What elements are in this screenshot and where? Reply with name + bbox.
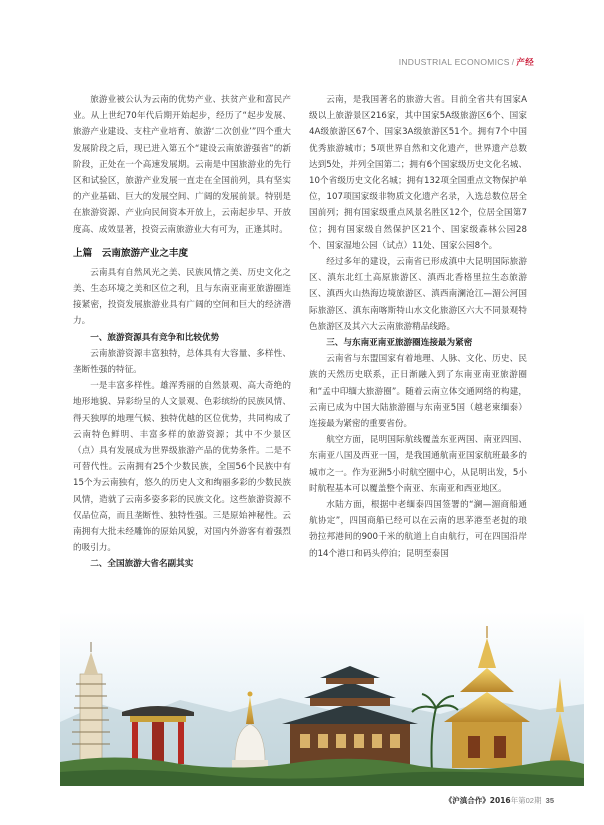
left-column [73,92,291,573]
subheading-2: 二、全国旅游大省名副其实 [90,559,194,570]
section-title-en: INDUSTRIAL ECONOMICS [398,57,510,67]
paragraph: 云南具有自然风光之美、民族风情之美、历史文化之美、生态环境之美和区位之利，且与东南亚南亚旅游圈连接紧密，投资发展旅游业具有广阔的空间和巨大的经济潜力。 [73,267,291,327]
issue-number: 02 [525,796,534,805]
paragraph: 云南，是我国著名的旅游大省。目前全省共有国家A级以上旅游景区216家，其中国家5A级旅游区6个、国家4A级旅游区67个、国家3A级旅游区51个。拥有7个中国优秀旅游城市；5项世界自然和文化遗产，世界遗产总数达到5处，并列全国第二；拥有6个国家级历史文化名城、10个省级历史文化名城；拥有132项全国重点文物保护单位，107项国家级非物质文化遗产名录，入选总数位居全国前列；拥有国家级重点风景名胜区12个，位居全国第7位；拥有国家级自然保护区21个、国家级森林公园28个、国家湿地公园（试点）11处、国家公园8个。 [309,95,527,251]
page-footer [445,795,554,806]
subheading-1: 一、旅游资源具有竞争和比较优势 [90,332,220,343]
page-number: 35 [545,796,554,805]
section-heading-part1: 上篇 云南旅游产业之丰度 [73,247,189,259]
magazine-name: 《沪滇合作》 [444,796,490,805]
subheading-3: 三、与东南亚南亚旅游圈连接最为紧密 [326,338,473,349]
right-column [309,92,527,562]
paragraph: 水陆方面，根据中老缅泰四国签署的“澜—湄商船通航协定”，四国商船已经可以在云南的思茅港至老挝的琅勃拉邦港间的900千米的航道上自由航行，可在四国沿岸的14个港口和码头停泊；昆明至泰国 [309,500,527,559]
paragraph: 云南旅游资源丰富独特，总体具有大容量、多样性、垄断性强的特征。 [73,348,291,376]
yunnan-landmarks-collage-icon [60,612,584,786]
issue-suffix: 期 [533,796,542,805]
paragraph: 航空方面，昆明国际航线覆盖东亚两国、南亚四国、东南亚八国及西亚一国，是我国通航南亚国家航班最多的城市之一。作为亚洲5小时航空圈中心，从昆明出发，5小时航程基本可以覆盖整个南亚、东南亚和西亚地区。 [309,435,527,494]
intro-paragraph: 旅游业被公认为云南的优势产业、扶贫产业和富民产业。从上世纪70年代后期开始起步，经历了“起步发展、旅游产业建设、支柱产业培育、旅游‘二次创业’”四个重大发展阶段之后，现已进入第五个“建设云南旅游强省”的新阶段，正处在一个高速发展期。云南是中国旅游业的先行区和试验区，旅游产业发展一直走在全国前列，具有坚实的产业基础、巨大的发展空间、广阔的发展前景。特别是在旅游资源、产业向民间资本开放上，云南起步早、开放度高、成效显著，投资云南旅游业大有可为，正逢其时。 [73,95,291,235]
issue-prefix: 年第 [510,796,526,805]
paragraph: 云南省与东盟国家有着地理、人脉、文化、历史、民族的天然历史联系，正日渐融入到了东南亚南亚旅游圈和“孟中印缅大旅游圈”。随着云南立体交通网络的构建，云南已成为中国大陆旅游圈与东南亚5国（越老柬缅泰）连接最为紧密的重要省份。 [309,354,527,430]
paragraph: 经过多年的建设，云南省已形成滇中大昆明国际旅游区、滇东北红土高原旅游区、滇西北香格里拉生态旅游区、滇西火山热海边境旅游区、滇西南澜沧江—湄公河国际旅游区、滇东南喀斯特山水文化旅游区六大不同景观特色旅游区及其六大云南旅游精品线路。 [309,257,527,332]
header-separator: / [511,57,515,67]
issue-year: 2016 [489,796,511,805]
page-header [399,56,534,68]
paragraph: 一是丰富多样性。雄浑秀丽的自然景观、高大奇绝的地形地貌、异彩纷呈的人文景观、色彩缤纷的民族风情、得天独厚的地理气候、独特优越的区位优势，共同构成了云南特色鲜明、丰富多样的旅游资源；其中不少景区（点）具有发展成为世界级旅游产品的优势条件。二是不可替代性。云南拥有25个少数民族，全国56个民族中有15个为云南独有，悠久的历史人文和绚丽多彩的少数民族风情，造就了云南多姿多彩的民族文化。这些旅游资源不仅品位高，而且垄断性、独特性强。三是原始神秘性。云南拥有大批未经雕饰的原始风貌，对国内外游客有着强烈的吸引力。 [73,381,291,554]
section-title-cn: 产经 [516,58,534,68]
landmarks-banner-image [60,612,584,786]
